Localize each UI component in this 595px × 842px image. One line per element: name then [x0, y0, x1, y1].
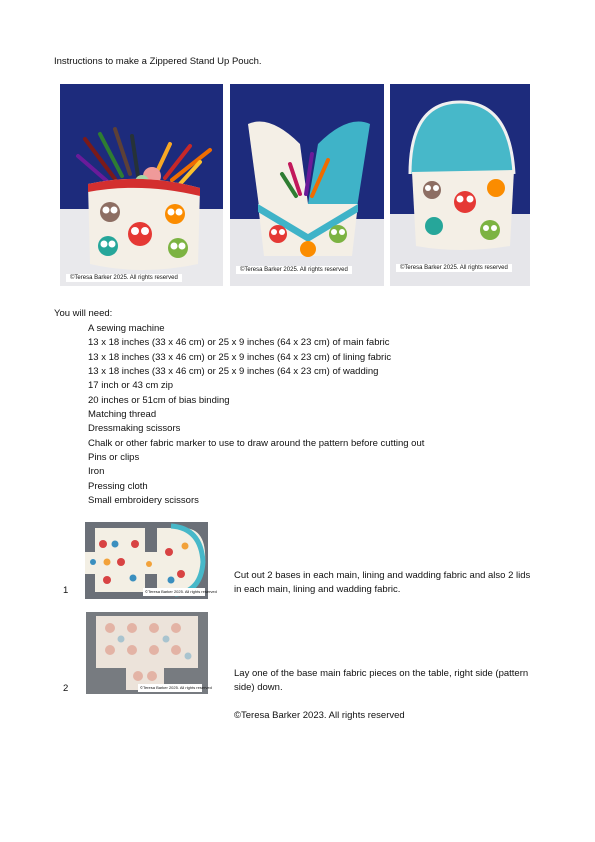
list-item: Dressmaking scissors	[88, 423, 181, 435]
list-item: 13 x 18 inches (33 x 46 cm) or 25 x 9 inches (64 x 23 cm) of wadding	[88, 366, 379, 378]
list-item: 13 x 18 inches (33 x 46 cm) or 25 x 9 inches (64 x 23 cm) of main fabric	[88, 337, 390, 349]
materials-list	[88, 322, 424, 508]
list-item: 13 x 18 inches (33 x 46 cm) or 25 x 9 inches (64 x 23 cm) of lining fabric	[88, 351, 392, 363]
step-2-text: Lay one of the base main fabric pieces on the table, right side (pattern side) down.	[234, 668, 529, 693]
you-will-need-heading: You will need:	[54, 308, 113, 319]
step-2-photo	[86, 612, 212, 694]
list-item: Pressing cloth	[88, 480, 148, 492]
document-title: Instructions to make a Zippered Stand Up Pouch.	[54, 56, 262, 67]
step-1-text: Cut out 2 bases in each main, lining and wadding fabric and also 2 lids in each main, lining and wadding fabric.	[234, 570, 531, 595]
step-1-photo	[85, 522, 217, 599]
list-item: Chalk or other fabric marker to use to draw around the pattern before cutting out	[88, 437, 425, 449]
pouch-closed-photo	[390, 84, 530, 286]
list-item: Iron	[88, 466, 105, 478]
pouch-open-photo	[230, 84, 384, 286]
photo-caption: ©Teresa Barker 2025. All rights reserved	[145, 589, 217, 594]
pouch-with-pencils-photo	[60, 84, 223, 286]
photo-caption: ©Teresa Barker 2025. All rights reserved	[140, 685, 212, 690]
step-number: 2	[63, 683, 69, 694]
list-item: A sewing machine	[88, 323, 165, 334]
photo-caption: ©Teresa Barker 2025. All rights reserved	[236, 266, 352, 274]
footer-copyright: ©Teresa Barker 2023. All rights reserved	[234, 710, 405, 721]
list-item: Pins or clips	[88, 452, 140, 464]
list-item: Matching thread	[88, 409, 157, 421]
photo-caption: ©Teresa Barker 2025. All rights reserved	[66, 274, 182, 282]
list-item: Small embroidery scissors	[88, 495, 199, 507]
list-item: 17 inch or 43 cm zip	[88, 380, 174, 392]
photo-caption: ©Teresa Barker 2025. All rights reserved	[396, 264, 512, 272]
step-number: 1	[63, 585, 69, 596]
list-item: 20 inches or 51cm of bias binding	[88, 394, 230, 406]
